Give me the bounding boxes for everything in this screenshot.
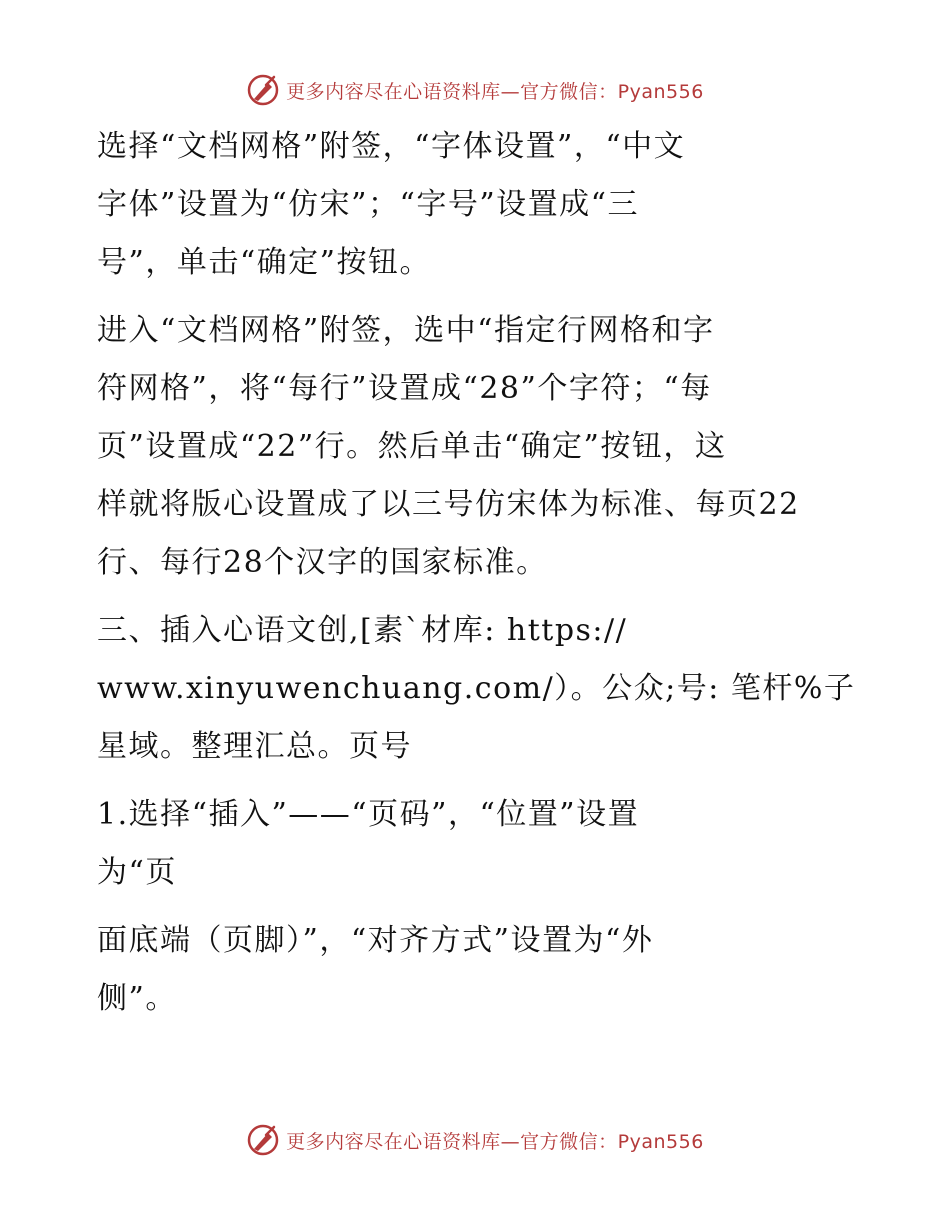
text-line: 星域。整理汇总。页号 — [97, 729, 412, 764]
paragraph-5 — [97, 912, 867, 1028]
document-body — [97, 118, 867, 1038]
paragraph-4 — [97, 786, 867, 902]
text-line: www.xinyuwenchuang.com/）。公众;号: 笔杆%子 — [97, 671, 856, 706]
text-line: 样就将版心设置成了以三号仿宋体为标准、每页22 — [97, 487, 800, 522]
text-line: 进入“文档网格”附签，选中“指定行网格和字 — [97, 313, 715, 348]
text-line: 页”设置成“22”行。然后单击“确定”按钮，这 — [97, 429, 727, 464]
text-line: 为“页 — [97, 855, 177, 890]
header-watermark-text — [286, 77, 704, 104]
header-watermark-banner — [0, 70, 950, 110]
footer-watermark-banner — [0, 1120, 950, 1160]
footer-watermark-wechat: Pyan556 — [617, 1130, 704, 1153]
text-line: 面底端（页脚）”，“对齐方式”设置为“外 — [97, 923, 654, 958]
footer-watermark-label: 更多内容尽在心语资料库—官方微信： — [286, 1130, 618, 1153]
paragraph-2 — [97, 302, 867, 592]
header-watermark-label: 更多内容尽在心语资料库—官方微信： — [286, 80, 618, 103]
paragraph-1 — [97, 118, 867, 292]
text-line: 三、插入心语文创,[素`材库: https:// — [97, 613, 628, 648]
text-line: 符网格”，将“每行”设置成“28”个字符；“每 — [97, 371, 712, 406]
pen-logo-icon — [246, 73, 280, 107]
text-line: 字体”设置为“仿宋”；“字号”设置成“三 — [97, 187, 640, 222]
pen-logo-icon — [246, 1123, 280, 1157]
text-line: 1.选择“插入”——“页码”，“位置”设置 — [97, 797, 640, 832]
paragraph-3 — [97, 602, 867, 776]
text-line: 号”，单击“确定”按钮。 — [97, 245, 432, 280]
header-watermark-wechat: Pyan556 — [617, 80, 704, 103]
footer-watermark-text — [286, 1127, 704, 1154]
text-line: 选择“文档网格”附签，“字体设置”，“中文 — [97, 129, 686, 164]
text-line: 侧”。 — [97, 981, 177, 1016]
text-line: 行、每行28个汉字的国家标准。 — [97, 545, 548, 580]
